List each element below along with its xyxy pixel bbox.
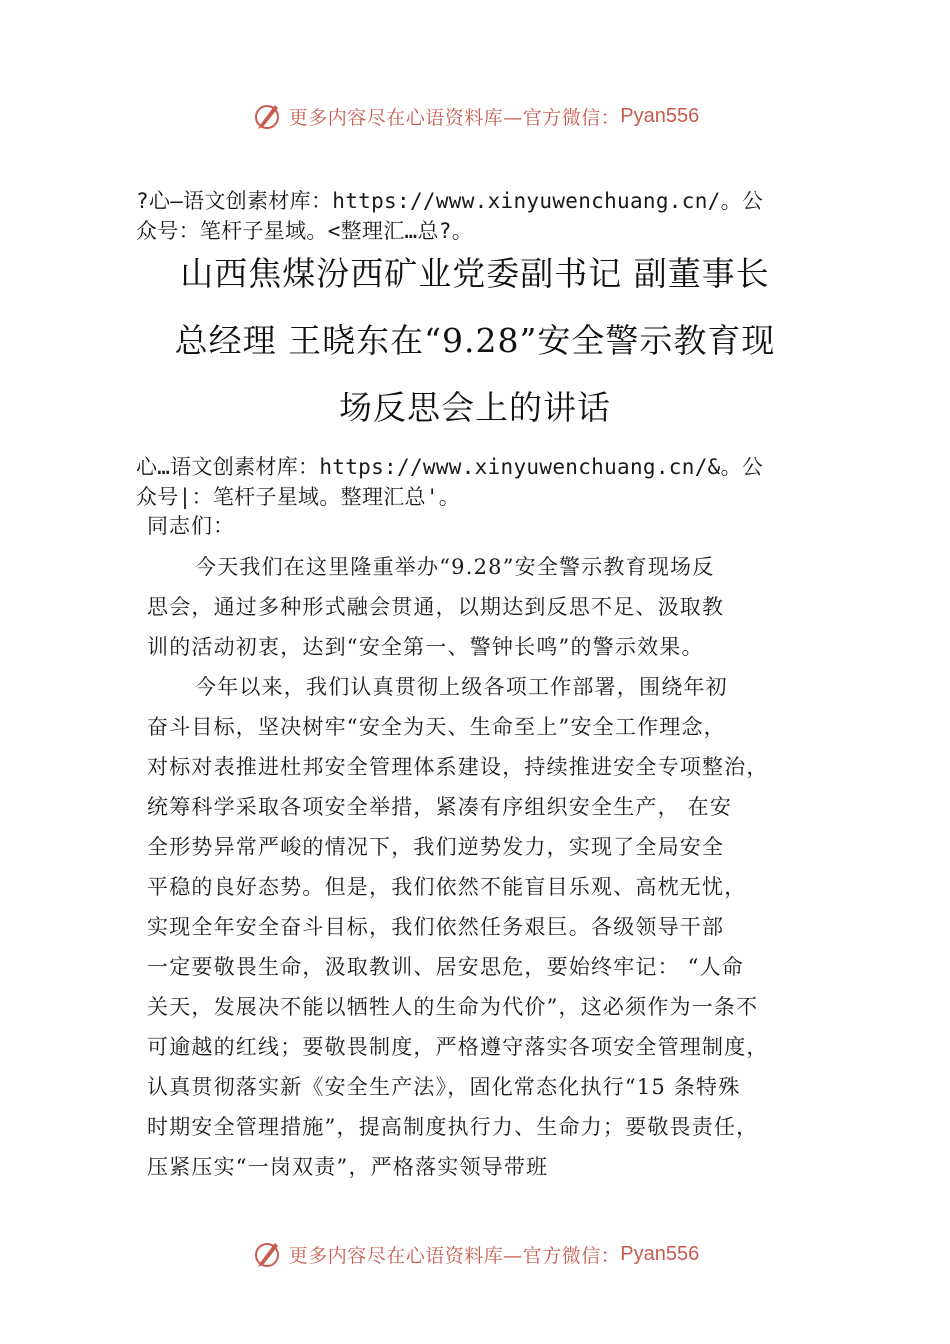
body-line: 今年以来，我们认真贯彻上级各项工作部署，围绕年初: [195, 675, 728, 699]
quill-pen-logo-icon: [251, 99, 285, 133]
title-line-1: 山西焦煤汾西矿业党委副书记 副董事长: [180, 254, 770, 293]
body-line: 实现全年安全奋斗目标，我们依然任务艰巨。各级领导干部: [147, 915, 725, 939]
banner-text: 更多内容尽在心语资料库—官方微信：: [288, 106, 621, 129]
body-line: 统筹科学采取各项安全举措，紧凑有序组织安全生产， 在安: [147, 795, 733, 819]
quill-pen-logo-icon: [251, 1237, 285, 1271]
body-line: 认真贯彻落实新《安全生产法》，固化常态化执行“15 条特殊: [147, 1075, 741, 1099]
body-line: 压紧压实“一岗双责”，严格落实领导带班: [147, 1155, 549, 1179]
body-line: 平稳的良好态势。但是，我们依然不能盲目乐观、高枕无忧，: [147, 875, 747, 899]
watermark-top-line2: 众号：笔杆子星域。<整理汇…总?。: [136, 219, 474, 243]
body-text: [147, 547, 825, 1187]
body-line: 奋斗目标，坚决树牢“安全为天、生命至上”安全工作理念，: [147, 715, 726, 739]
body-line: 一定要敬畏生命，汲取教训、居安思危，要始终牢记： “人命: [147, 955, 745, 979]
body-line: 训的活动初衷，达到“安全第一、警钟长鸣”的警示效果。: [147, 635, 704, 659]
body-line: 思会，通过多种形式融会贯通，以期达到反思不足、汲取教: [147, 595, 725, 619]
footer-banner-text: 更多内容尽在心语资料库—官方微信：: [288, 1244, 621, 1267]
body-line: 今天我们在这里隆重举办“9.28”安全警示教育现场反: [195, 555, 715, 579]
title-line-3: 场反思会上的讲话: [339, 388, 611, 427]
footer-banner: [0, 1234, 950, 1274]
banner-wechat-id: Pyan556: [620, 104, 700, 127]
footer-banner-wechat-id: Pyan556: [620, 1242, 700, 1265]
body-line: 全形势异常严峻的情况下，我们逆势发力，实现了全局安全: [147, 835, 725, 859]
body-line: 对标对表推进杜邦安全管理体系建设，持续推进安全专项整治，: [147, 755, 769, 779]
body-line: 关天，发展决不能以牺牲人的生命为代价”，这必须作为一条不: [147, 995, 759, 1019]
watermark-mid: [136, 452, 826, 512]
header-banner: [0, 96, 950, 136]
watermark-top: [136, 186, 826, 246]
body-line: 时期安全管理措施”，提高制度执行力、生命力；要敬畏责任，: [147, 1115, 759, 1139]
title-line-2: 总经理 王晓东在“9.28”安全警示教育现: [174, 321, 776, 360]
greeting: 同志们：: [147, 514, 235, 538]
watermark-mid-line1: 心…语文创素材库：https://www.xinyuwenchuang.cn/&。公: [136, 455, 764, 479]
body-line: 可逾越的红线；要敬畏制度，严格遵守落实各项安全管理制度，: [147, 1035, 769, 1059]
watermark-mid-line2: 众号|：笔杆子星域。整理汇总'。: [136, 485, 461, 509]
watermark-top-line1: ?心—语文创素材库：https://www.xinyuwenchuang.cn/。公: [136, 189, 764, 213]
document-title: [120, 240, 830, 441]
